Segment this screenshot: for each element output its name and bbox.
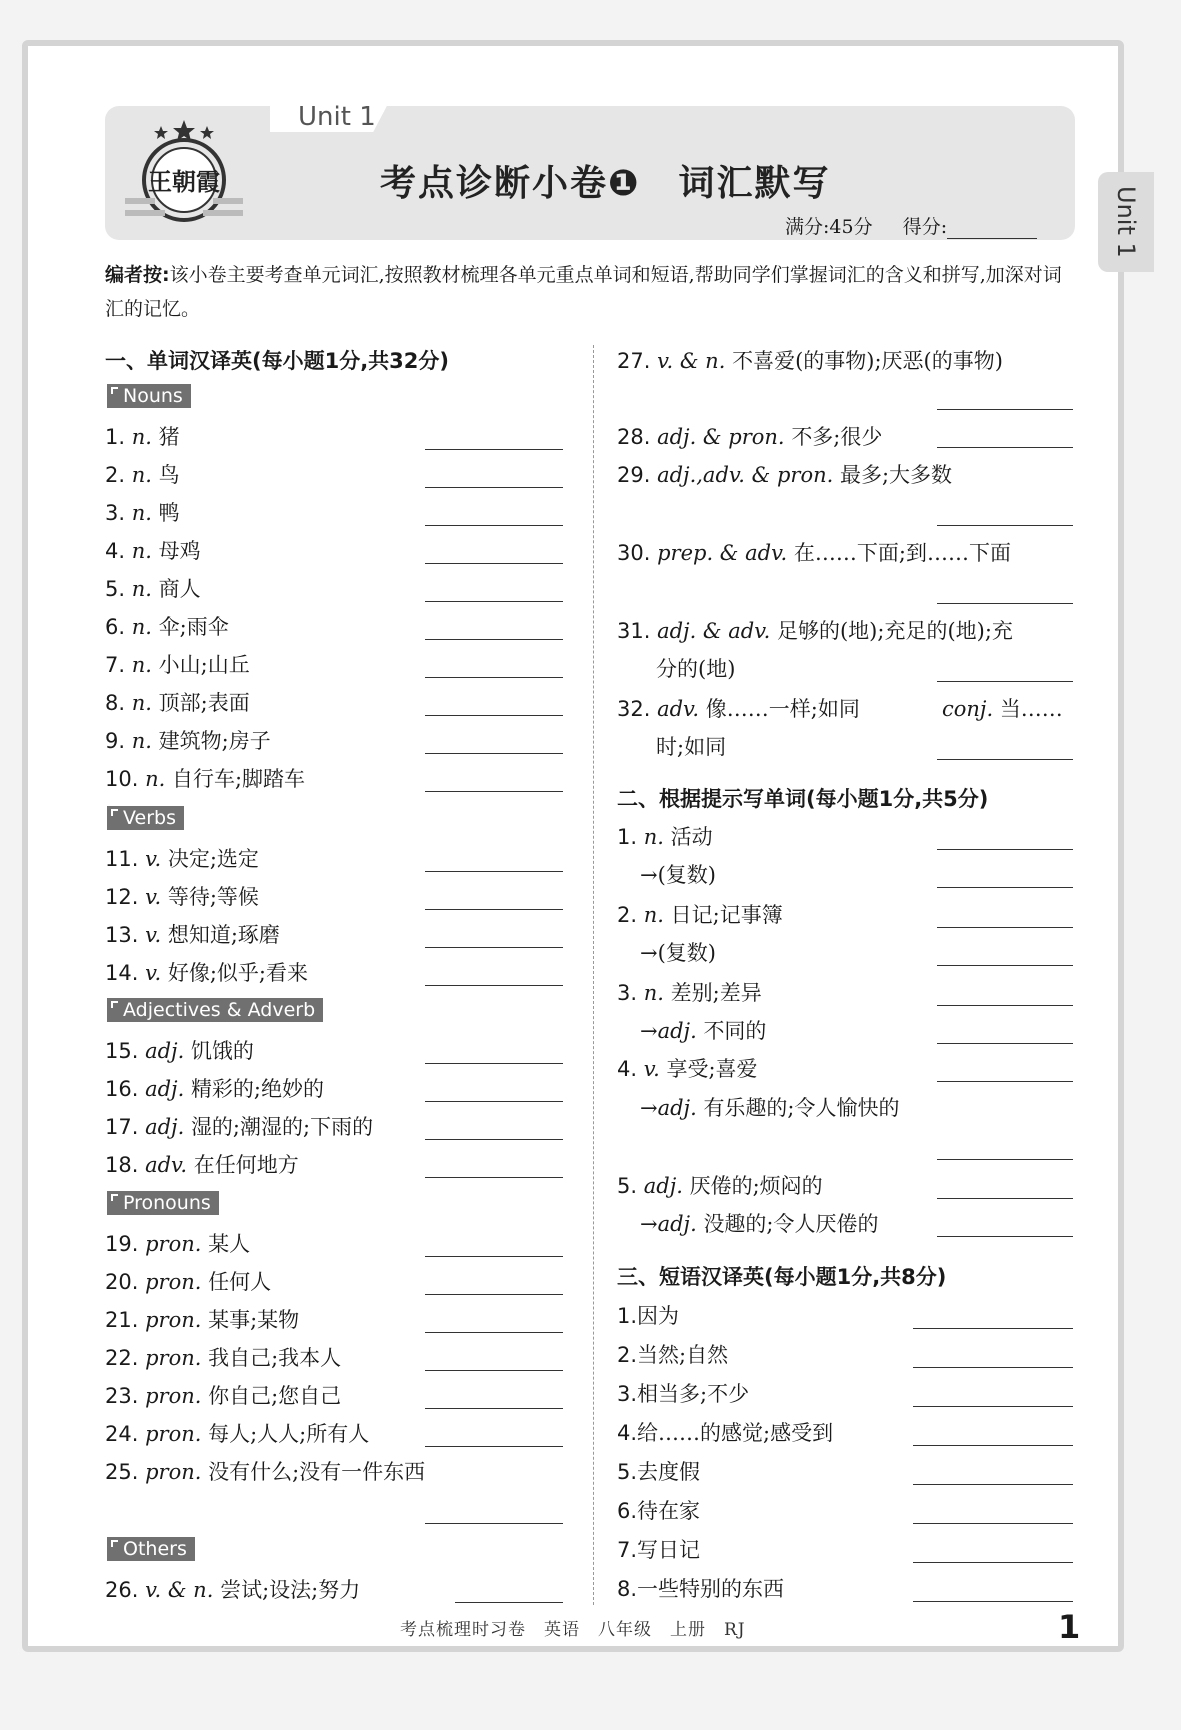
answer-blank[interactable] xyxy=(425,1138,563,1140)
answer-blank[interactable] xyxy=(425,752,563,754)
item-number: 29. xyxy=(617,463,651,487)
list-item xyxy=(105,1073,324,1103)
item-number: 5. xyxy=(105,577,126,601)
item-number: 2. xyxy=(105,463,126,487)
list-item xyxy=(617,821,713,851)
item-number: 28. xyxy=(617,425,651,449)
part-of-speech: v. xyxy=(145,847,162,871)
list-item-conj xyxy=(942,693,1063,723)
item-text: 母鸡 xyxy=(158,539,201,563)
list-item xyxy=(105,725,271,755)
category-pronouns: Pronouns xyxy=(107,1191,219,1215)
item-number: 18. xyxy=(105,1153,139,1177)
answer-blank[interactable] xyxy=(425,1407,563,1409)
item-text: 鸟 xyxy=(158,463,180,487)
item-text: 日记;记事簿 xyxy=(670,903,783,927)
item-text: 有乐趣的;令人愉快的 xyxy=(703,1096,900,1120)
part-of-speech: v. & n. xyxy=(657,349,726,373)
list-item xyxy=(617,1495,700,1525)
item-text: 鸭 xyxy=(158,501,180,525)
item-text: 当…… xyxy=(999,697,1063,721)
part-of-speech: adv. xyxy=(657,697,700,721)
item-text: 当然;自然 xyxy=(637,1343,729,1367)
list-item-sub xyxy=(640,1092,900,1122)
item-text: 我自己;我本人 xyxy=(208,1346,342,1370)
part-of-speech: n. xyxy=(643,981,664,1005)
part-of-speech: n. xyxy=(131,729,152,753)
answer-blank[interactable] xyxy=(937,1042,1073,1044)
unit-label: Unit 1 xyxy=(298,102,376,132)
item-number: 25. xyxy=(105,1460,139,1484)
part-of-speech: conj. xyxy=(942,697,994,721)
item-number: 20. xyxy=(105,1270,139,1294)
item-text: 去度假 xyxy=(637,1460,701,1484)
item-number: 5. xyxy=(617,1174,638,1198)
part-of-speech: pron. xyxy=(145,1422,202,1446)
answer-blank[interactable] xyxy=(425,908,563,910)
part-of-speech: n. xyxy=(131,691,152,715)
item-text: 不喜爱(的事物);厌恶(的事物) xyxy=(732,349,1003,373)
item-text: 待在家 xyxy=(637,1499,701,1523)
item-number: 16. xyxy=(105,1077,139,1101)
part-of-speech: v. & n. xyxy=(145,1578,214,1602)
part-of-speech: pron. xyxy=(145,1346,202,1370)
part-of-speech: n. xyxy=(643,825,664,849)
item-text: 任何人 xyxy=(208,1270,272,1294)
answer-blank[interactable] xyxy=(937,1197,1073,1199)
answer-blank[interactable] xyxy=(913,1366,1073,1368)
item-text: 像……一样;如同 xyxy=(705,697,860,721)
answer-blank[interactable] xyxy=(937,524,1073,526)
answer-blank[interactable] xyxy=(425,870,563,872)
answer-blank[interactable] xyxy=(425,946,563,948)
answer-blank[interactable] xyxy=(937,1004,1073,1006)
item-text: 饥饿的 xyxy=(190,1039,254,1063)
answer-blank[interactable] xyxy=(425,1522,563,1524)
page-title: 考点诊断小卷❶ 词汇默写 xyxy=(380,163,831,204)
list-item xyxy=(105,1456,425,1486)
item-text: 活动 xyxy=(670,825,713,849)
answer-blank[interactable] xyxy=(425,790,563,792)
list-item-sub xyxy=(640,937,716,967)
item-number: 3. xyxy=(617,1382,638,1406)
answer-blank[interactable] xyxy=(425,1293,563,1295)
part-of-speech: v. xyxy=(145,961,162,985)
part-of-speech: pron. xyxy=(145,1308,202,1332)
list-item xyxy=(617,1053,758,1083)
list-item xyxy=(105,1111,373,1141)
part-of-speech: adj. & adv. xyxy=(657,619,771,643)
answer-blank[interactable] xyxy=(937,446,1073,448)
answer-blank[interactable] xyxy=(937,680,1073,682)
item-text: 好像;似乎;看来 xyxy=(167,961,308,985)
side-unit-label: Unit 1 xyxy=(1112,186,1140,258)
answer-blank[interactable] xyxy=(425,448,563,450)
part-of-speech: prep. & adv. xyxy=(657,541,788,565)
answer-blank[interactable] xyxy=(913,1405,1073,1407)
list-item xyxy=(617,459,952,489)
list-item xyxy=(105,1342,341,1372)
full-score: 满分:45分 xyxy=(785,216,873,238)
brand-logo xyxy=(125,118,243,230)
category-nouns: Nouns xyxy=(107,384,191,408)
item-number: 30. xyxy=(617,541,651,565)
answer-blank[interactable] xyxy=(937,886,1073,888)
item-number: 23. xyxy=(105,1384,139,1408)
list-item xyxy=(105,687,250,717)
part-of-speech: →adj. xyxy=(640,1019,697,1043)
list-item xyxy=(105,843,259,873)
item-number: 14. xyxy=(105,961,139,985)
section3-title: 三、短语汉译英(每小题1分,共8分) xyxy=(617,1265,947,1289)
list-item-sub xyxy=(640,859,716,889)
item-number: 13. xyxy=(105,923,139,947)
item-number: 32. xyxy=(617,697,651,721)
item-text: 某事;某物 xyxy=(208,1308,300,1332)
list-item xyxy=(105,1304,299,1334)
list-item xyxy=(617,1534,700,1564)
item-text: 时;如同 xyxy=(656,735,727,759)
list-item xyxy=(105,1418,369,1448)
item-text: 建筑物;房子 xyxy=(158,729,271,753)
item-text: 分的(地) xyxy=(656,657,736,681)
item-number: 11. xyxy=(105,847,139,871)
list-item-continued xyxy=(656,653,735,683)
answer-blank[interactable] xyxy=(425,1176,563,1178)
item-text: 精彩的;绝妙的 xyxy=(190,1077,325,1101)
item-text: 差别;差异 xyxy=(670,981,762,1005)
answer-blank[interactable] xyxy=(425,984,563,986)
item-number: 8. xyxy=(105,691,126,715)
answer-blank[interactable] xyxy=(913,1444,1073,1446)
item-text: 决定;选定 xyxy=(167,847,259,871)
list-item xyxy=(617,693,860,723)
part-of-speech: n. xyxy=(643,903,664,927)
list-item xyxy=(105,1149,299,1179)
item-number: 8. xyxy=(617,1577,638,1601)
item-text: 某人 xyxy=(208,1232,251,1256)
item-number: 22. xyxy=(105,1346,139,1370)
list-item xyxy=(617,1573,784,1603)
list-item xyxy=(105,919,280,949)
list-item-continued xyxy=(656,731,726,761)
item-number: 17. xyxy=(105,1115,139,1139)
list-item xyxy=(105,1266,271,1296)
item-text: 给……的感觉;感受到 xyxy=(637,1421,834,1445)
score-label: 得分: xyxy=(902,216,948,238)
item-text: 在任何地方 xyxy=(193,1153,299,1177)
item-number: 4. xyxy=(105,539,126,563)
item-text: 尝试;设法;努力 xyxy=(220,1578,361,1602)
item-text: 在……下面;到……下面 xyxy=(793,541,1011,565)
list-item xyxy=(617,1378,749,1408)
item-number: 2. xyxy=(617,1343,638,1367)
list-item xyxy=(105,1035,254,1065)
list-item-sub xyxy=(640,1015,766,1045)
answer-blank[interactable] xyxy=(937,926,1073,928)
answer-blank[interactable] xyxy=(425,714,563,716)
answer-blank[interactable] xyxy=(425,524,563,526)
item-text: 享受;喜爱 xyxy=(666,1057,758,1081)
category-verbs: Verbs xyxy=(107,806,184,830)
item-number: 27. xyxy=(617,349,651,373)
list-item xyxy=(105,649,250,679)
item-number: 26. xyxy=(105,1578,139,1602)
svg-text:王朝霞: 王朝霞 xyxy=(148,167,220,196)
item-text: 足够的(地);充足的(地);充 xyxy=(776,619,1013,643)
item-text: 你自己;您自己 xyxy=(208,1384,342,1408)
item-number: 24. xyxy=(105,1422,139,1446)
part-of-speech: adv. xyxy=(145,1153,188,1177)
item-text: 没有什么;没有一件东西 xyxy=(208,1460,426,1484)
answer-blank[interactable] xyxy=(937,758,1073,760)
answer-blank[interactable] xyxy=(425,600,563,602)
section1-title: 一、单词汉译英(每小题1分,共32分) xyxy=(105,349,450,373)
list-item xyxy=(105,1574,360,1604)
item-text: 等待;等候 xyxy=(167,885,259,909)
answer-blank[interactable] xyxy=(937,1235,1073,1237)
part-of-speech: n. xyxy=(131,653,152,677)
item-number: 3. xyxy=(105,501,126,525)
list-item xyxy=(617,615,1013,645)
item-text: 伞;雨伞 xyxy=(158,615,229,639)
part-of-speech: adj. xyxy=(145,1039,185,1063)
part-of-speech: adj.,adv. & pron. xyxy=(657,463,834,487)
list-item xyxy=(105,421,180,451)
category-adjectives: Adjectives & Adverb xyxy=(107,998,323,1022)
item-number: 6. xyxy=(617,1499,638,1523)
part-of-speech: n. xyxy=(131,577,152,601)
answer-blank[interactable] xyxy=(937,602,1073,604)
answer-blank[interactable] xyxy=(425,1369,563,1371)
item-text: 不同的 xyxy=(703,1019,767,1043)
part-of-speech: n. xyxy=(131,501,152,525)
item-number: 2. xyxy=(617,903,638,927)
list-item xyxy=(617,1456,700,1486)
list-item xyxy=(617,421,882,451)
item-text: 想知道;琢磨 xyxy=(167,923,280,947)
part-of-speech: →adj. xyxy=(640,1212,697,1236)
part-of-speech: n. xyxy=(131,425,152,449)
list-item xyxy=(105,611,229,641)
item-text: 小山;山丘 xyxy=(158,653,250,677)
category-others: Others xyxy=(107,1537,195,1561)
answer-blank[interactable] xyxy=(425,562,563,564)
list-item xyxy=(105,881,259,911)
item-text: 商人 xyxy=(158,577,201,601)
answer-blank[interactable] xyxy=(937,964,1073,966)
item-number: 21. xyxy=(105,1308,139,1332)
answer-blank[interactable] xyxy=(455,1601,563,1603)
item-number: 31. xyxy=(617,619,651,643)
item-text: 每人;人人;所有人 xyxy=(208,1422,370,1446)
item-number: 19. xyxy=(105,1232,139,1256)
answer-blank[interactable] xyxy=(425,638,563,640)
item-text: 不多;很少 xyxy=(791,425,883,449)
score-blank[interactable] xyxy=(947,220,1037,239)
item-text: 猪 xyxy=(158,425,180,449)
part-of-speech: v. xyxy=(643,1057,660,1081)
item-number: 5. xyxy=(617,1460,638,1484)
part-of-speech: n. xyxy=(145,767,166,791)
part-of-speech: n. xyxy=(131,615,152,639)
part-of-speech: pron. xyxy=(145,1232,202,1256)
section2-title: 二、根据提示写单词(每小题1分,共5分) xyxy=(617,787,989,811)
list-item xyxy=(105,763,305,793)
list-item xyxy=(617,345,1003,375)
list-item xyxy=(105,459,180,489)
answer-blank[interactable] xyxy=(913,1600,1073,1602)
part-of-speech: adj. xyxy=(643,1174,683,1198)
answer-blank[interactable] xyxy=(425,1255,563,1257)
answer-blank[interactable] xyxy=(425,676,563,678)
answer-blank[interactable] xyxy=(425,1331,563,1333)
answer-blank[interactable] xyxy=(937,848,1073,850)
part-of-speech: n. xyxy=(131,463,152,487)
item-number: 3. xyxy=(617,981,638,1005)
item-number: 15. xyxy=(105,1039,139,1063)
item-text: 顶部;表面 xyxy=(158,691,250,715)
item-number: 4. xyxy=(617,1057,638,1081)
answer-blank[interactable] xyxy=(913,1483,1073,1485)
item-text: →(复数) xyxy=(640,941,716,965)
column-divider xyxy=(593,345,594,1605)
item-text: →(复数) xyxy=(640,863,716,887)
list-item xyxy=(105,1380,341,1410)
list-item xyxy=(617,977,762,1007)
list-item xyxy=(105,535,201,565)
list-item xyxy=(617,899,783,929)
item-number: 4. xyxy=(617,1421,638,1445)
item-number: 1. xyxy=(617,825,638,849)
list-item xyxy=(105,497,180,527)
item-number: 10. xyxy=(105,767,139,791)
answer-blank[interactable] xyxy=(913,1327,1073,1329)
list-item-sub xyxy=(640,1208,879,1238)
list-item xyxy=(105,1228,250,1258)
answer-blank[interactable] xyxy=(913,1522,1073,1524)
item-number: 1. xyxy=(105,425,126,449)
list-item xyxy=(105,573,201,603)
editor-note-label: 编者按: xyxy=(105,264,170,286)
item-text: 写日记 xyxy=(637,1538,701,1562)
score-line xyxy=(785,212,1037,239)
list-item xyxy=(617,537,1011,567)
answer-blank[interactable] xyxy=(913,1561,1073,1563)
part-of-speech: adj. xyxy=(145,1077,185,1101)
part-of-speech: pron. xyxy=(145,1270,202,1294)
answer-blank[interactable] xyxy=(425,1100,563,1102)
footer-text: 考点梳理时习卷 英语 八年级 上册 RJ xyxy=(400,1620,746,1640)
part-of-speech: n. xyxy=(131,539,152,563)
item-text: 最多;大多数 xyxy=(839,463,953,487)
answer-blank[interactable] xyxy=(425,486,563,488)
item-number: 6. xyxy=(105,615,126,639)
item-number: 7. xyxy=(105,653,126,677)
part-of-speech: adj. xyxy=(145,1115,185,1139)
page-number: 1 xyxy=(1058,1608,1081,1646)
list-item xyxy=(617,1300,679,1330)
list-item xyxy=(617,1417,833,1447)
side-unit-tab xyxy=(1098,172,1154,272)
part-of-speech: v. xyxy=(145,923,162,947)
item-text: 相当多;不少 xyxy=(637,1382,750,1406)
answer-blank[interactable] xyxy=(937,408,1073,410)
answer-blank[interactable] xyxy=(425,1445,563,1447)
item-number: 1. xyxy=(617,1304,638,1328)
part-of-speech: →adj. xyxy=(640,1096,697,1120)
list-item xyxy=(617,1339,728,1369)
item-number: 9. xyxy=(105,729,126,753)
item-text: 湿的;潮湿的;下雨的 xyxy=(190,1115,374,1139)
part-of-speech: pron. xyxy=(145,1460,202,1484)
editor-note xyxy=(105,258,1080,326)
item-text: 自行车;脚踏车 xyxy=(171,767,306,791)
list-item xyxy=(105,957,308,987)
list-item xyxy=(617,1170,823,1200)
item-text: 没趣的;令人厌倦的 xyxy=(703,1212,879,1236)
answer-blank[interactable] xyxy=(937,1080,1073,1082)
part-of-speech: pron. xyxy=(145,1384,202,1408)
answer-blank[interactable] xyxy=(937,1158,1073,1160)
answer-blank[interactable] xyxy=(425,1062,563,1064)
item-text: 一些特别的东西 xyxy=(637,1577,785,1601)
part-of-speech: adj. & pron. xyxy=(657,425,785,449)
item-number: 7. xyxy=(617,1538,638,1562)
item-number: 12. xyxy=(105,885,139,909)
editor-note-text: 该小卷主要考查单元词汇,按照教材梳理各单元重点单词和短语,帮助同学们掌握词汇的含义和拼写,加深对词汇的记忆。 xyxy=(105,264,1062,320)
part-of-speech: v. xyxy=(145,885,162,909)
item-text: 厌倦的;烦闷的 xyxy=(689,1174,823,1198)
item-text: 因为 xyxy=(637,1304,680,1328)
